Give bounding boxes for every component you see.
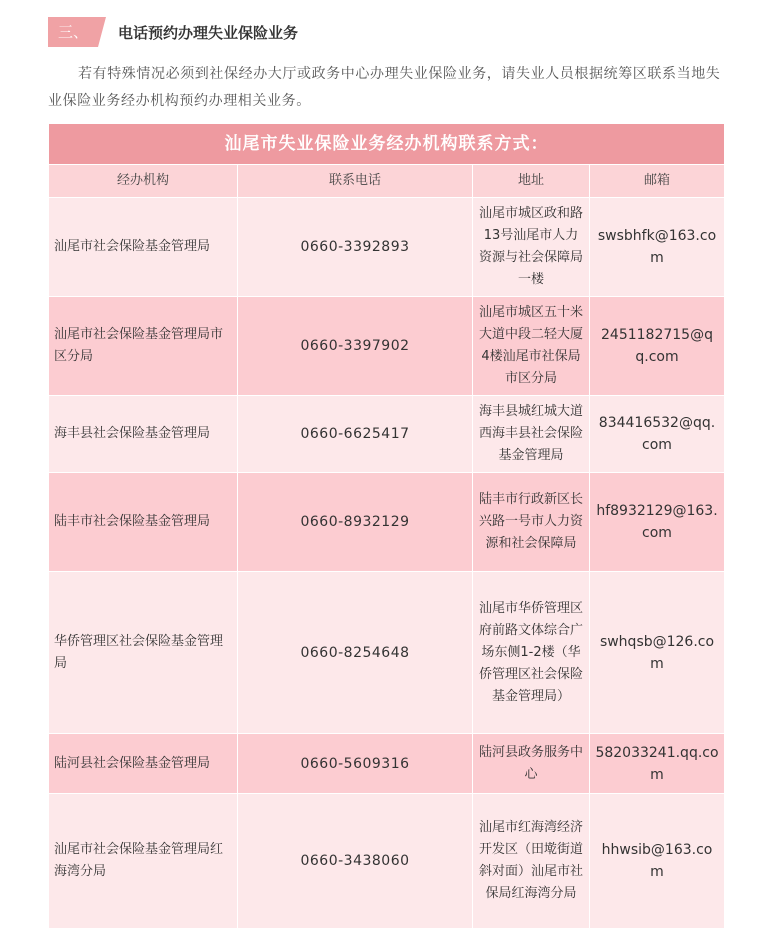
- phone-cell: 0660-3392893: [238, 198, 473, 297]
- section-title: 电话预约办理失业保险业务: [118, 23, 299, 42]
- email-cell: hf8932129@163.com: [590, 473, 725, 572]
- address-cell: 汕尾市城区政和路13号汕尾市人力资源与社会保障局一楼: [473, 198, 590, 297]
- section-header: [48, 17, 298, 47]
- column-header-email: 邮箱: [590, 165, 725, 198]
- phone-cell: 0660-3438060: [238, 794, 473, 929]
- section-number: 三、: [58, 23, 89, 41]
- org-cell: 汕尾市社会保险基金管理局市区分局: [49, 297, 238, 396]
- address-cell: 海丰县城红城大道西海丰县社会保险基金管理局: [473, 396, 590, 473]
- address-cell: 汕尾市城区五十米大道中段二轻大厦4楼汕尾市社保局市区分局: [473, 297, 590, 396]
- table-row: [49, 297, 725, 396]
- contact-table: [48, 123, 725, 929]
- phone-cell: 0660-5609316: [238, 734, 473, 794]
- table-row: [49, 473, 725, 572]
- org-cell: 陆河县社会保险基金管理局: [49, 734, 238, 794]
- email-cell: swhqsb@126.com: [590, 572, 725, 734]
- table-row: [49, 794, 725, 929]
- phone-cell: 0660-8254648: [238, 572, 473, 734]
- address-cell: 陆丰市行政新区长兴路一号市人力资源和社会保障局: [473, 473, 590, 572]
- column-header-address: 地址: [473, 165, 590, 198]
- table-header-row: [49, 165, 725, 198]
- address-cell: 陆河县政务服务中心: [473, 734, 590, 794]
- org-cell: 汕尾市社会保险基金管理局: [49, 198, 238, 297]
- table-row: [49, 734, 725, 794]
- table-row: [49, 396, 725, 473]
- section-number-badge: [48, 17, 98, 47]
- org-cell: 海丰县社会保险基金管理局: [49, 396, 238, 473]
- email-cell: 2451182715@qq.com: [590, 297, 725, 396]
- intro-paragraph: 若有特殊情况必须到社保经办大厅或政务中心办理失业保险业务，请失业人员根据统筹区联系当地失业保险业务经办机构预约办理相关业务。: [48, 66, 721, 109]
- column-header-org: 经办机构: [49, 165, 238, 198]
- email-cell: hhwsib@163.com: [590, 794, 725, 929]
- phone-cell: 0660-8932129: [238, 473, 473, 572]
- email-cell: 582033241.qq.com: [590, 734, 725, 794]
- address-cell: 汕尾市红海湾经济开发区（田墘街道斜对面）汕尾市社保局红海湾分局: [473, 794, 590, 929]
- table-row: [49, 572, 725, 734]
- phone-cell: 0660-3397902: [238, 297, 473, 396]
- org-cell: 陆丰市社会保险基金管理局: [49, 473, 238, 572]
- email-cell: swsbhfk@163.com: [590, 198, 725, 297]
- org-cell: 华侨管理区社会保险基金管理局: [49, 572, 238, 734]
- org-cell: 汕尾市社会保险基金管理局红海湾分局: [49, 794, 238, 929]
- column-header-phone: 联系电话: [238, 165, 473, 198]
- email-cell: 834416532@qq.com: [590, 396, 725, 473]
- table-caption: 汕尾市失业保险业务经办机构联系方式：: [49, 124, 725, 165]
- address-cell: 汕尾市华侨管理区府前路文体综合广场东侧1-2楼（华侨管理区社会保险基金管理局）: [473, 572, 590, 734]
- table-row: [49, 198, 725, 297]
- phone-cell: 0660-6625417: [238, 396, 473, 473]
